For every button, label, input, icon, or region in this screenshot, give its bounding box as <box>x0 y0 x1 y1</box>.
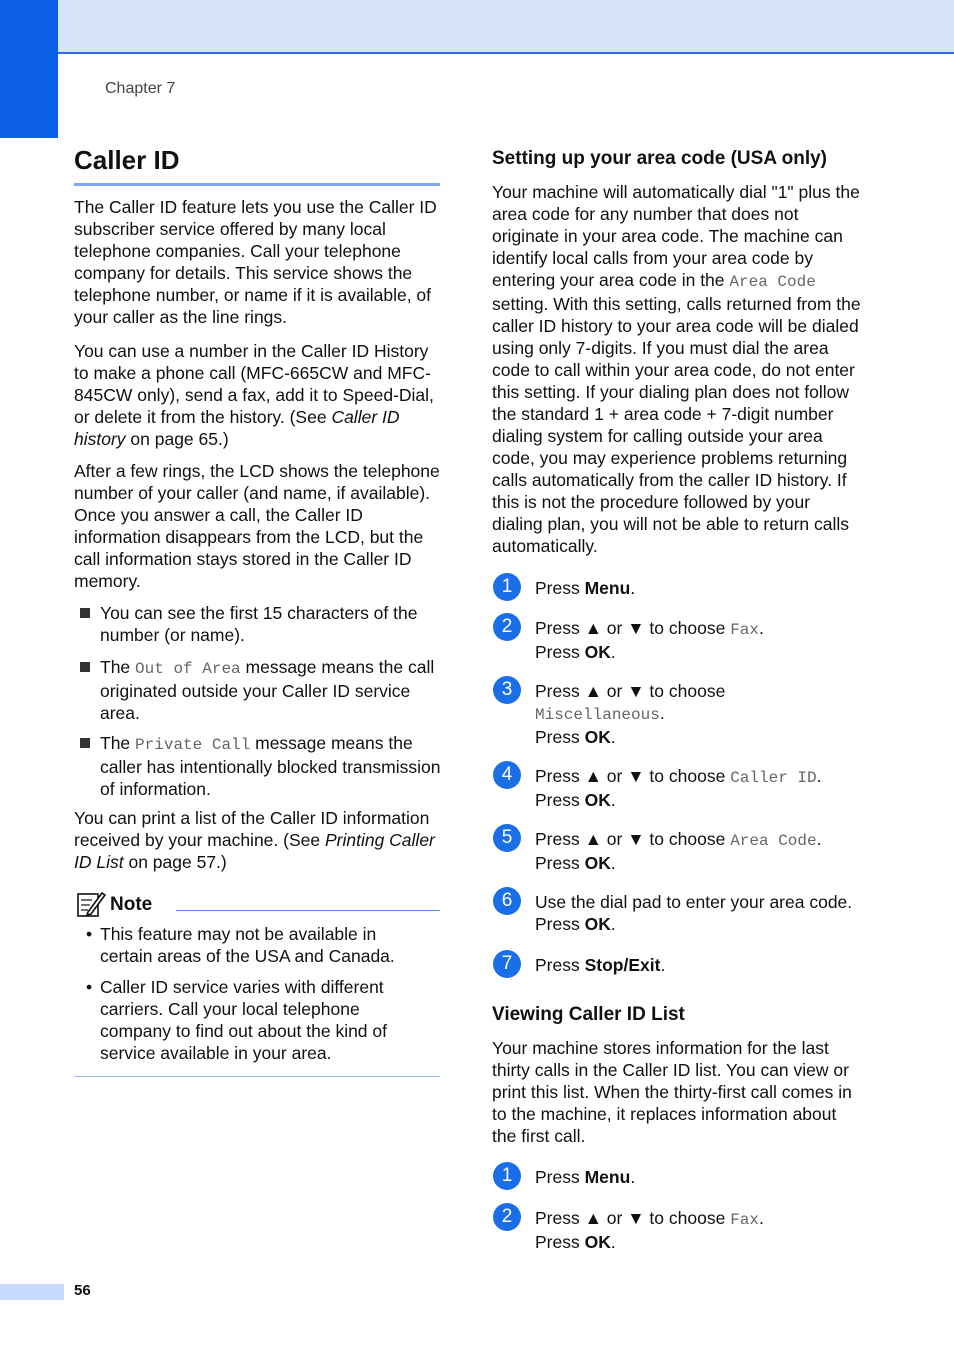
heading-viewing-caller-id: Viewing Caller ID List <box>492 1004 685 1025</box>
page-number: 56 <box>74 1282 91 1299</box>
step-number: 1 <box>493 1162 521 1190</box>
note-header <box>76 890 440 920</box>
menu-key: Menu <box>584 578 631 598</box>
ok-key: OK <box>584 1232 611 1252</box>
up-arrow-icon: ▲ <box>584 766 602 786</box>
note-divider <box>176 910 440 911</box>
print-paragraph: You can print a list of the Caller ID information received by your machine. (See Printing Caller ID List on page 57.) <box>74 808 435 872</box>
dot-bullet-icon: • <box>86 924 93 944</box>
step-number: 7 <box>493 950 521 978</box>
footer-bar <box>0 1284 64 1300</box>
dot-bullet-icon: • <box>86 977 93 997</box>
note-label: Note <box>110 894 153 915</box>
step-number: 1 <box>493 573 521 601</box>
intro-paragraph: The Caller ID feature lets you use the Caller ID subscriber service offered by many local telephone companies. Call your telephone company for details. This service shows the telephone number, or name if it is available, of your caller as the line rings. <box>74 197 437 327</box>
step-number: 2 <box>493 1203 521 1231</box>
link-caller-id-history[interactable]: Caller ID history <box>74 407 400 449</box>
up-arrow-icon: ▲ <box>584 681 602 701</box>
header-band <box>58 0 954 54</box>
ok-key: OK <box>584 727 611 747</box>
section-title: Caller ID <box>74 143 440 186</box>
down-arrow-icon: ▼ <box>627 829 645 849</box>
heading-area-code: Setting up your area code (USA only) <box>492 148 828 169</box>
step-number: 5 <box>493 824 521 852</box>
up-arrow-icon: ▲ <box>584 1208 602 1228</box>
down-arrow-icon: ▼ <box>627 618 645 638</box>
up-arrow-icon: ▲ <box>584 618 602 638</box>
down-arrow-icon: ▼ <box>627 766 645 786</box>
note-bottom-divider <box>74 1076 440 1077</box>
menu-key: Menu <box>584 1167 631 1187</box>
step-number: 2 <box>493 613 521 641</box>
down-arrow-icon: ▼ <box>627 1208 645 1228</box>
step-number: 3 <box>493 676 521 704</box>
note-pencil-icon <box>76 890 106 918</box>
link-printing-caller-id-list[interactable]: Printing Caller ID List <box>74 830 435 872</box>
up-arrow-icon: ▲ <box>584 829 602 849</box>
square-bullet-icon <box>80 738 90 748</box>
stop-exit-key: Stop/Exit <box>584 955 661 975</box>
ok-key: OK <box>584 642 611 662</box>
ok-key: OK <box>584 790 611 810</box>
square-bullet-icon <box>80 662 90 672</box>
lcd-paragraph: After a few rings, the LCD shows the telephone number of your caller (and name, if available). Once you answer a call, the Caller ID information disappears from the LCD, but the call information stays stored in the Caller ID memory. <box>74 461 440 591</box>
chapter-tab <box>0 0 58 138</box>
history-paragraph: You can use a number in the Caller ID History to make a phone call (MFC-665CW and MFC-845CW only), send a fax, add it to Speed-Dial, or delete it from the history. (See Caller ID history on page 65.) <box>74 341 434 449</box>
viewing-paragraph: Your machine stores information for the last thirty calls in the Caller ID list. You can view or print this list. When the thirty-first call comes in to the machine, it replaces information about the first call. <box>492 1038 852 1146</box>
step-number: 4 <box>493 761 521 789</box>
ok-key: OK <box>584 914 611 934</box>
step-number: 6 <box>493 887 521 915</box>
chapter-label: Chapter 7 <box>105 80 176 97</box>
down-arrow-icon: ▼ <box>627 681 645 701</box>
ok-key: OK <box>584 853 611 873</box>
square-bullet-icon <box>80 608 90 618</box>
area-code-paragraph: Your machine will automatically dial "1" plus the area code for any number that does not originate in your area code. The machine can identify local calls from your area code by entering your area code in the Area Code setting. With this setting, calls returned from the caller ID history to your area code will be dialed using only 7-digits. If you must dial the area code to call within your area code, do not enter this setting. If your dialing plan does not follow the standard 1 + area code + 7-digit number dialing system for calling outside your area code, you may experience problems returning calls automatically from the caller ID history. If this is not the procedure followed by your dialing plan, you will not be able to return calls automatically. <box>492 182 861 556</box>
